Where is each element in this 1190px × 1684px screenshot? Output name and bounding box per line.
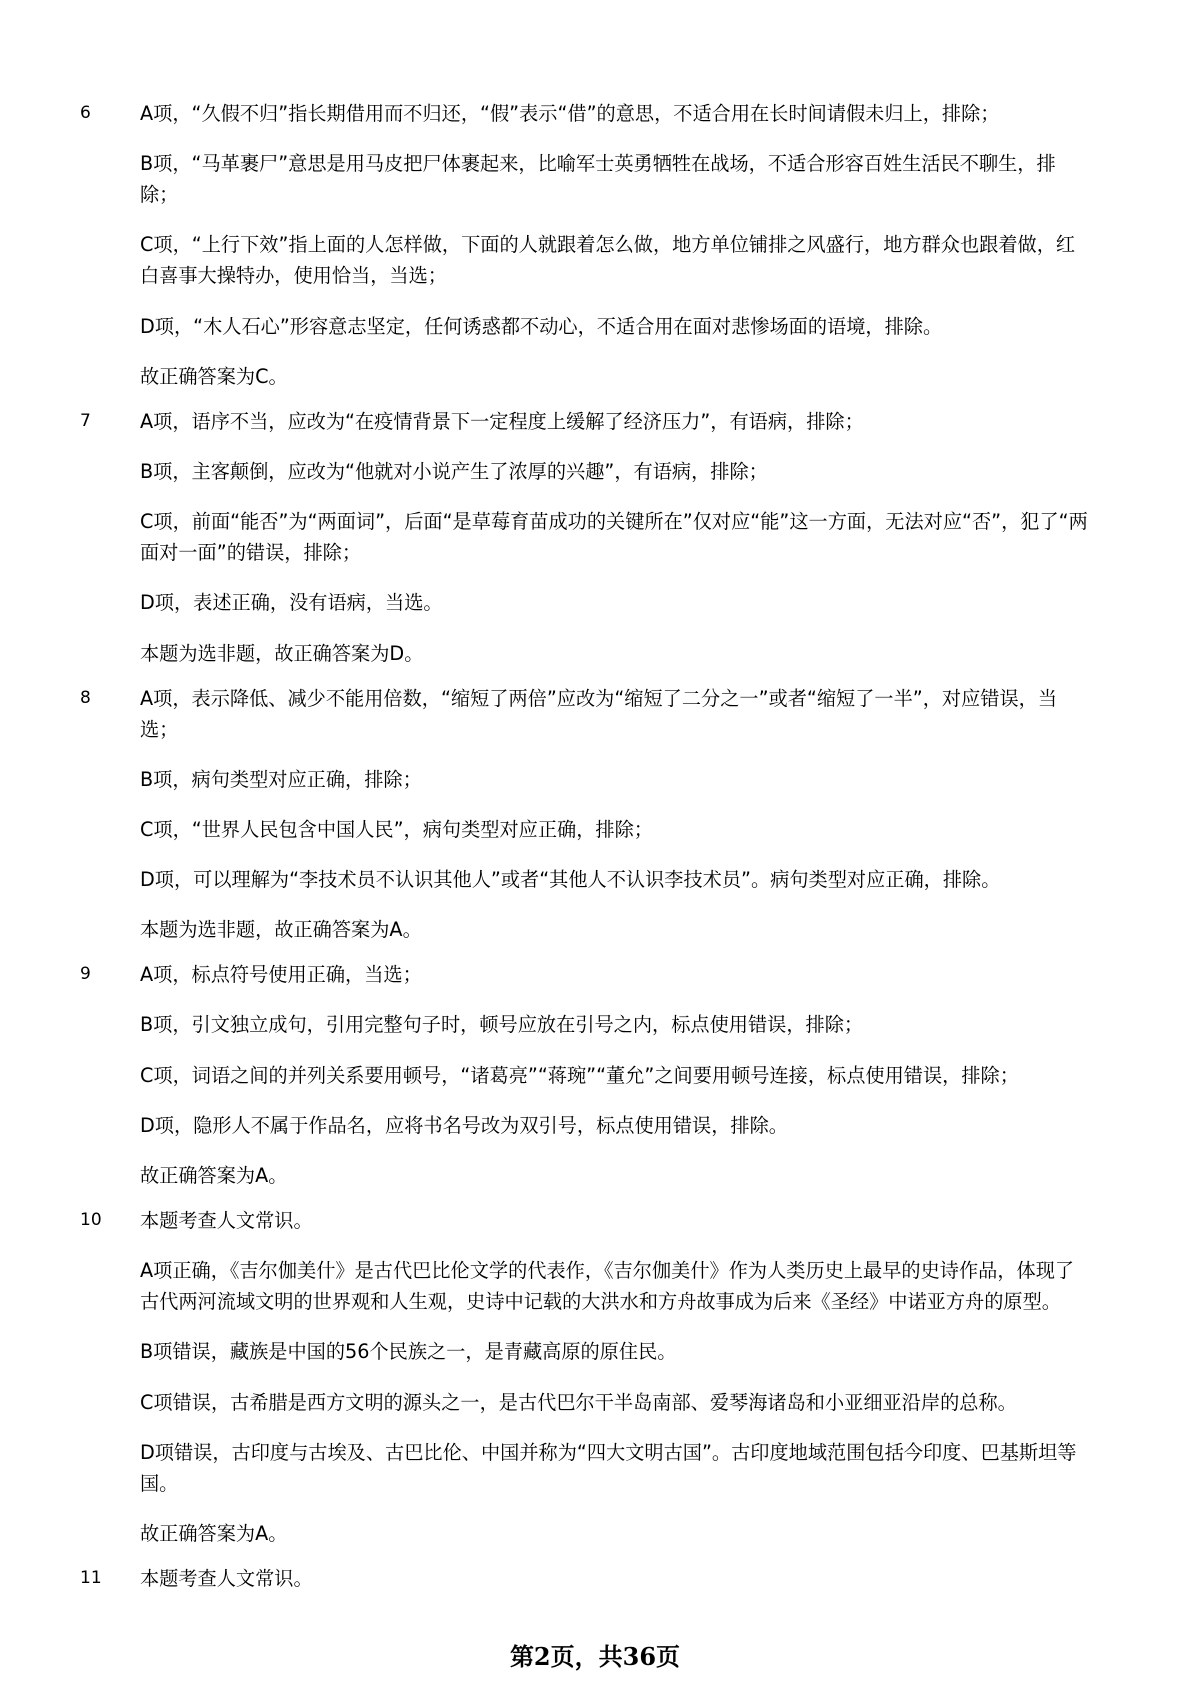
answer-explanations xyxy=(0,98,1190,1608)
explanation-paragraph: A项，语序不当，应改为“在疫情背景下一定程度上缓解了经济压力”，有语病，排除； xyxy=(140,409,864,433)
question-number: 7 xyxy=(80,410,91,431)
question-7 xyxy=(0,406,1190,669)
explanation-paragraph: D项，“木人石心”形容意志坚定，任何诱惑都不动心，不适合用在面对悲惨场面的语境，排除。 xyxy=(140,314,943,338)
question-8 xyxy=(0,683,1190,946)
answer-line: 故正确答案为C。 xyxy=(140,364,288,388)
explanation-paragraph: A项，标点符号使用正确，当选； xyxy=(140,963,422,987)
explanation-paragraph: D项，表述正确，没有语病，当选。 xyxy=(140,591,443,615)
explanation-paragraph: A项正确，《吉尔伽美什》是古代巴比伦文学的代表作，《吉尔伽美什》作为人类历史上最早的史诗作品，体现了古代两河流域文明的世界观和人生观，史诗中记载的大洪水和方舟故事成为后来《圣经》中诺亚方舟的原型。 xyxy=(140,1259,1075,1314)
explanation-paragraph: B项，病句类型对应正确，排除； xyxy=(140,767,422,791)
answer-line: 故正确答案为A。 xyxy=(140,1521,288,1545)
explanation-paragraph: 本题考查人文常识。 xyxy=(140,1566,313,1590)
explanation-paragraph: D项错误，古印度与古埃及、古巴比伦、中国并称为“四大文明古国”。古印度地域范围包括今印度、巴基斯坦等国。 xyxy=(140,1440,1077,1495)
question-6 xyxy=(0,98,1190,392)
explanation-paragraph: C项，“世界人民包含中国人民”，病句类型对应正确，排除； xyxy=(140,817,653,841)
explanation-paragraph: C项错误，古希腊是西方文明的源头之一，是古代巴尔干半岛南部、爱琴海诸岛和小亚细亚沿岸的总称。 xyxy=(140,1390,1017,1414)
explanation-paragraph: D项，可以理解为“李技术员不认识其他人”或者“其他人不认识李技术员”。病句类型对应正确，排除。 xyxy=(140,868,1001,892)
question-9 xyxy=(0,959,1190,1191)
answer-line: 故正确答案为A。 xyxy=(140,1164,288,1187)
explanation-paragraph: B项错误，藏族是中国的56个民族之一，是青藏高原的原住民。 xyxy=(140,1340,677,1364)
explanation-paragraph: B项，引文独立成句，引用完整句子时，顿号应放在引号之内，标点使用错误，排除； xyxy=(140,1013,864,1037)
answer-line: 本题为选非题，故正确答案为D。 xyxy=(140,641,424,665)
explanation-paragraph: C项，词语之间的并列关系要用顿号，“诸葛亮”“蒋琬”“董允”之间要用顿号连接，标点使用错误，排除； xyxy=(140,1063,1019,1087)
question-number: 9 xyxy=(80,964,91,985)
question-number: 10 xyxy=(80,1210,102,1230)
question-number: 11 xyxy=(80,1567,102,1588)
explanation-paragraph: D项，隐形人不属于作品名，应将书名号改为双引号，标点使用错误，排除。 xyxy=(140,1113,788,1137)
question-number: 6 xyxy=(80,103,91,123)
question-11 xyxy=(0,1563,1190,1594)
answer-line: 本题为选非题，故正确答案为A。 xyxy=(140,918,422,942)
explanation-paragraph: B项，主客颠倒，应改为“他就对小说产生了浓厚的兴趣”，有语病，排除； xyxy=(140,459,768,483)
page-footer: 第2页，共36页 xyxy=(509,1642,681,1671)
question-10 xyxy=(0,1205,1190,1549)
question-number: 8 xyxy=(80,687,91,708)
explanation-paragraph: A项，“久假不归”指长期借用而不归还，“假”表示“借”的意思，不适合用在长时间请假未归上，排除； xyxy=(140,102,1000,125)
explanation-paragraph: B项，“马革裹尸”意思是用马皮把尸体裹起来，比喻军士英勇牺牲在战场，不适合形容百姓生活民不聊生，排除； xyxy=(140,152,1056,207)
explanation-paragraph: C项，前面“能否”为“两面词”，后面“是草莓育苗成功的关键所在”仅对应“能”这一方面，无法对应“否”，犯了“两面对一面”的错误，排除； xyxy=(140,510,1088,565)
explanation-paragraph: A项，表示降低、减少不能用倍数，“缩短了两倍”应改为“缩短了二分之一”或者“缩短了一半”，对应错误，当选； xyxy=(140,686,1058,741)
explanation-paragraph: 本题考查人文常识。 xyxy=(140,1209,313,1232)
explanation-paragraph: C项，“上行下效”指上面的人怎样做，下面的人就跟着怎么做，地方单位铺排之风盛行，地方群众也跟着做，红白喜事大操特办，使用恰当，当选； xyxy=(140,233,1076,288)
